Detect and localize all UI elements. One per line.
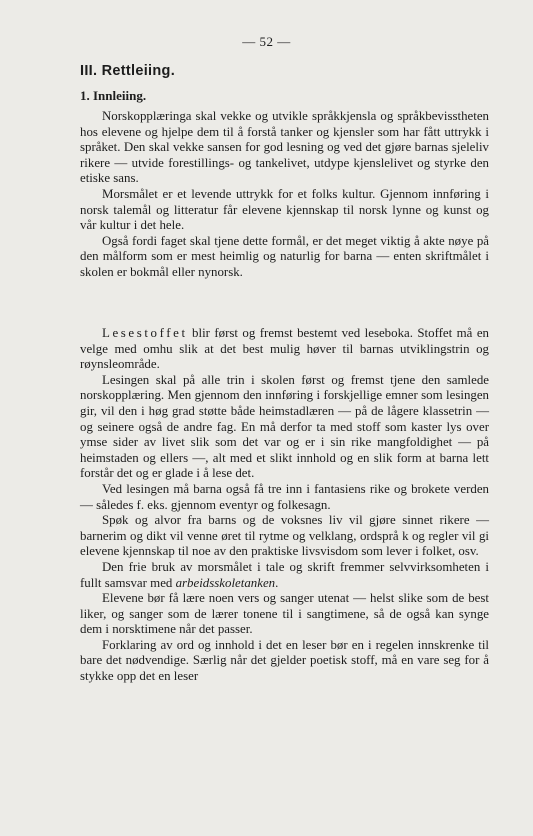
emphasized-term: arbeidsskoletanken [175,575,276,590]
paragraph: Ved lesingen må barna også få tre inn i fantasiens rike og brokete verden — således f. eks. gjennom eventyr og folkesagn. [80,481,489,512]
paragraph: Elevene bør få lære noen vers og sanger utenat — helst slike som de best liker, og sanger som de lærer tonene til i sangtimene, så de også kan synge dem i norsktimene når det passer. [80,591,489,637]
paragraph-lesestoff [80,326,489,373]
paragraph-arbeidsskole [80,560,489,591]
paragraph-text: Den frie bruk av morsmålet i tale og skrift fremmer selvvirksomheten i fullt samsvar med [80,559,489,590]
paragraph: Også fordi faget skal tjene dette formål, er det meget viktig å akte nøye på den målform som er mest heimlig og naturlig for barna — enten skriftmålet i skolen er bokmål eller nynorsk. [80,233,489,279]
paragraph: Lesingen skal på alle trin i skolen først og fremst tjene den samlede norskopplæring. Men gjennom den innføring i forskjellige emner som lesingen gir, vil den i høg grad støtte både heimstadlæren — på de lågere klassetrin — og seinere også de andre fag. En må derfor ta med stoff som kaster lys over ymse sider av livet slik som det var og er i sin rike mangfoldighet — på heimstaden og ellers —, alt med et slikt innhold og en slik form at barna lett forstår det og er glade i å lese det. [80,372,489,481]
paragraph: Forklaring av ord og innhold i det en leser bør en i regelen innskrenke til bare det nødvendige. Særlig når det gjelder poetisk stoff, må en vare seg for å stykke opp det en leser [80,637,489,684]
paragraph-text: . [275,575,279,590]
spaced-term: Lesestoffet [102,326,188,340]
paragraph: Norskopplæringa skal vekke og utvikle språkkjensla og språkbevisstheten hos elevene og hjelpe dem til å forstå tanker og kjensler som har fått uttrykk i språket. Den skal vekke sansen for god lesning og ved det gjøre barnas sjeleliv rikere — utvide forestillings- og tankelivet, utdype kjenslelivet og styrke den etiske sans. [80,109,489,186]
section-title: III. Rettleiing. [80,63,176,79]
main-text-block [80,326,489,685]
subsection-title: 1. Innleiing. [80,88,147,103]
paragraph: Morsmålet er et levende uttrykk for et folks kultur. Gjennom innføring i norsk talemål og litteratur får elevene kjennskap til norsk lynne og kunst og vår kultur i det hele. [80,186,489,233]
intro-text-block [80,109,489,281]
page-number: — 52 — [242,34,291,49]
paragraph: Spøk og alvor fra barns og de voksnes liv vil gjøre sinnet rikere — barnerim og dikt vil venne øret til rytme og velklang, ordsprå k og regler vil gi elevene kjennskap til noe av den praktiske livsvisdom som lever i folket, osv. [80,513,489,559]
paragraph-text: blir først og fremst bestemt ved leseboka. Stoffet må en velge med omhu slik at det best mulig høver til barnas utviklingstrin og røynsleområde. [80,326,489,372]
